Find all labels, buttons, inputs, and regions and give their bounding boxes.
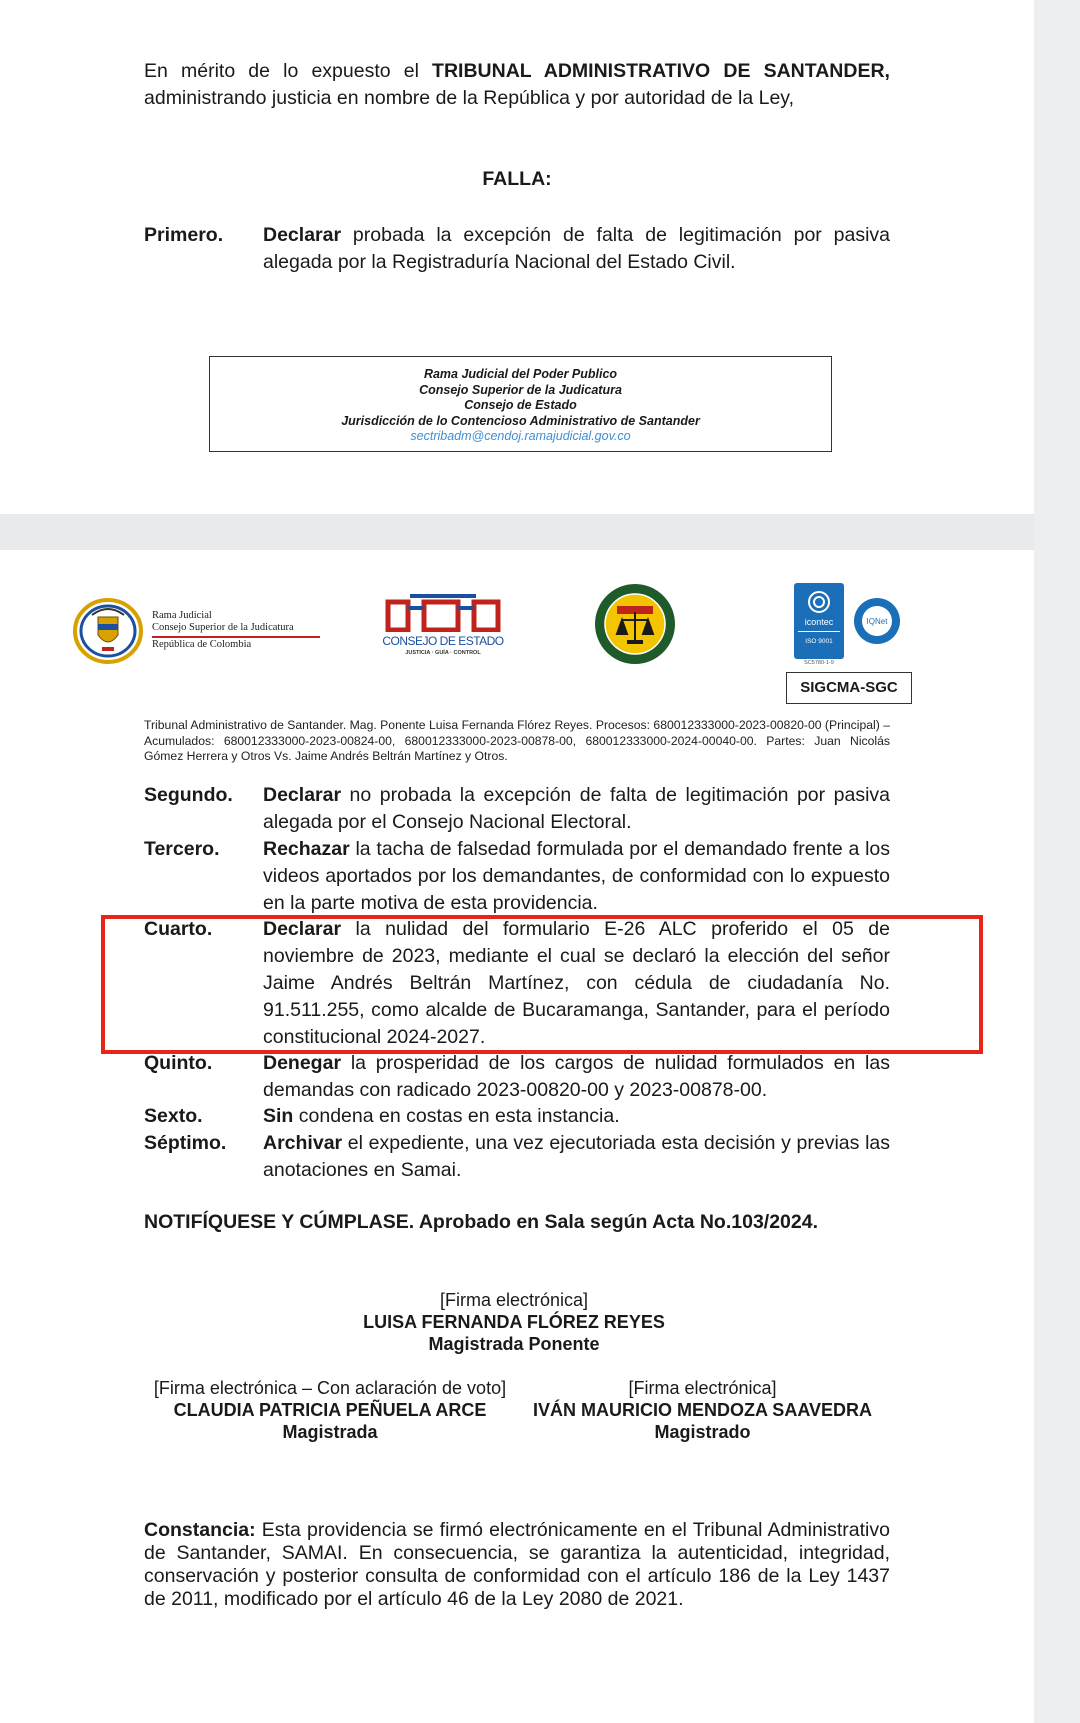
constancia-paragraph: Constancia: Esta providencia se firmó electrónicamente en el Tribunal Administrativo de Santander, SAMAI. En consecuencia, se garantiza la autenticidad, integridad, conservación y posterior consulta de conformidad con el artículo 186 de la Ley 1437 de 2011, modificado por el artículo 46 de la Ley 2080 de 2021. xyxy=(144,1519,890,1610)
sig-main-firma: [Firma electrónica] xyxy=(439,1290,589,1310)
consejo-sub-label: JUSTICIA · GUÍA · CONTROL xyxy=(405,650,481,656)
sigcma-sgc-box: SIGCMA-SGC xyxy=(786,672,912,704)
cert-code: SC5780-1-9 xyxy=(804,660,834,666)
falla-heading: FALLA: xyxy=(482,168,552,190)
intro-line-2: administrando justicia en nombre de la República y por autoridad de la Ley, xyxy=(144,87,795,109)
segundo-label: Segundo. xyxy=(144,784,233,806)
cuarto-label: Cuarto. xyxy=(144,918,213,940)
septimo-text: Archivar el expediente, una vez ejecutoriada esta decisión y previas las anotaciones en Samai. xyxy=(263,1132,890,1181)
stamp-email-link[interactable]: sectribadm@cendoj.ramajudicial.gov.co xyxy=(410,429,631,443)
stamp-line-2: Consejo Superior de la Judicatura xyxy=(419,382,622,397)
iso-label: ISO 9001 xyxy=(805,638,833,645)
signature-left xyxy=(140,1377,520,1443)
iqnet-seal-icon xyxy=(852,596,902,646)
colombia-coat-of-arms-icon xyxy=(72,597,144,665)
sexto-label: Sexto. xyxy=(144,1105,203,1127)
septimo-label: Séptimo. xyxy=(144,1132,227,1154)
tercero-label: Tercero. xyxy=(144,838,220,860)
sig-left-firma: [Firma electrónica – Con aclaración de voto] xyxy=(153,1378,507,1398)
case-reference: Tribunal Administrativo de Santander. Mag. Ponente Luisa Fernanda Flórez Reyes. Procesos: 680012333000-2023-00820-00 (Principal) – Acumulados: 680012333000-2023-00824-00, 680012333000-2023-00878-00, 680012333000-2024-00040-00. Partes: Juan Nicolás Gómez Herrera y Otros Vs. Jaime Andrés Beltrán Martínez y Otros. xyxy=(144,718,890,763)
icontec-badge xyxy=(794,583,844,659)
consejo-de-estado-building-icon xyxy=(380,592,506,632)
document-page-2 xyxy=(0,550,1034,1723)
signature-right xyxy=(520,1377,885,1443)
icontec-label: icontec xyxy=(804,617,834,627)
rama-line-3: República de Colombia xyxy=(152,639,252,650)
stamp-line-3: Consejo de Estado xyxy=(464,398,577,412)
letterhead xyxy=(0,550,1034,720)
rama-judicial-text xyxy=(152,610,320,651)
sig-main-role: Magistrada Ponente xyxy=(428,1334,600,1354)
cuarto-text: Declarar la nulidad del formulario E-26 ALC proferido el 05 de noviembre de 2023, mediante el cual se declaró la elección del señor Jaime Andrés Beltrán Martínez, con cédula de ciudadanía No. 91.511.255, como alcalde de Bucaramanga, Santander, para el período constitucional 2024-2027. xyxy=(263,918,890,1048)
sig-right-role: Magistrado xyxy=(654,1422,751,1442)
iqnet-label: IQNet xyxy=(866,617,888,626)
icontec-ring-icon xyxy=(807,590,831,614)
sig-main-name: LUISA FERNANDA FLÓREZ REYES xyxy=(363,1312,665,1332)
highlight-box-cuarto xyxy=(101,915,983,1054)
santander-jurisdiction-seal-icon xyxy=(592,582,678,666)
sig-left-name: CLAUDIA PATRICIA PEÑUELA ARCE xyxy=(173,1400,487,1420)
intro-line-1: En mérito de lo expuesto el TRIBUNAL ADMINISTRATIVO DE SANTANDER, xyxy=(144,60,890,82)
consejo-de-estado-label: CONSEJO DE ESTADO xyxy=(382,634,504,648)
notify-line: NOTIFÍQUESE Y CÚMPLASE. Aprobado en Sala según Acta No.103/2024. xyxy=(144,1211,819,1233)
rama-line-1: Rama Judicial xyxy=(152,610,212,621)
viewer-right-strip xyxy=(1034,0,1080,1723)
stamp-line-4: Jurisdicción de lo Contencioso Administrativo de Santander xyxy=(341,413,700,428)
sig-right-firma: [Firma electrónica] xyxy=(628,1378,777,1398)
sig-left-role: Magistrada xyxy=(282,1422,378,1442)
document-page-1 xyxy=(0,0,1034,514)
quinto-label: Quinto. xyxy=(144,1052,213,1074)
judicial-stamp-box xyxy=(209,356,832,452)
tercero-text: Rechazar la tacha de falsedad formulada por el demandado frente a los videos aportados por los demandantes, de conformidad con lo expuesto en la parte motiva de esta providencia. xyxy=(263,838,890,914)
segundo-text: Declarar no probada la excepción de falta de legitimación por pasiva alegada por el Consejo Nacional Electoral. xyxy=(263,784,890,833)
signature-main xyxy=(274,1289,754,1355)
sig-right-name: IVÁN MAURICIO MENDOZA SAAVEDRA xyxy=(532,1400,872,1420)
sexto-text: Sin condena en costas en esta instancia. xyxy=(263,1105,620,1127)
primero-text: Declarar probada la excepción de falta de legitimación por pasiva alegada por la Registraduría Nacional del Estado Civil. xyxy=(263,224,890,273)
stamp-line-1: Rama Judicial del Poder Publico xyxy=(423,367,618,381)
rama-line-2: Consejo Superior de la Judicatura xyxy=(152,622,294,633)
primero-label: Primero. xyxy=(144,224,224,246)
quinto-text: Denegar la prosperidad de los cargos de nulidad formulados en las demandas con radicado 2023-00820-00 y 2023-00878-00. xyxy=(263,1052,890,1101)
